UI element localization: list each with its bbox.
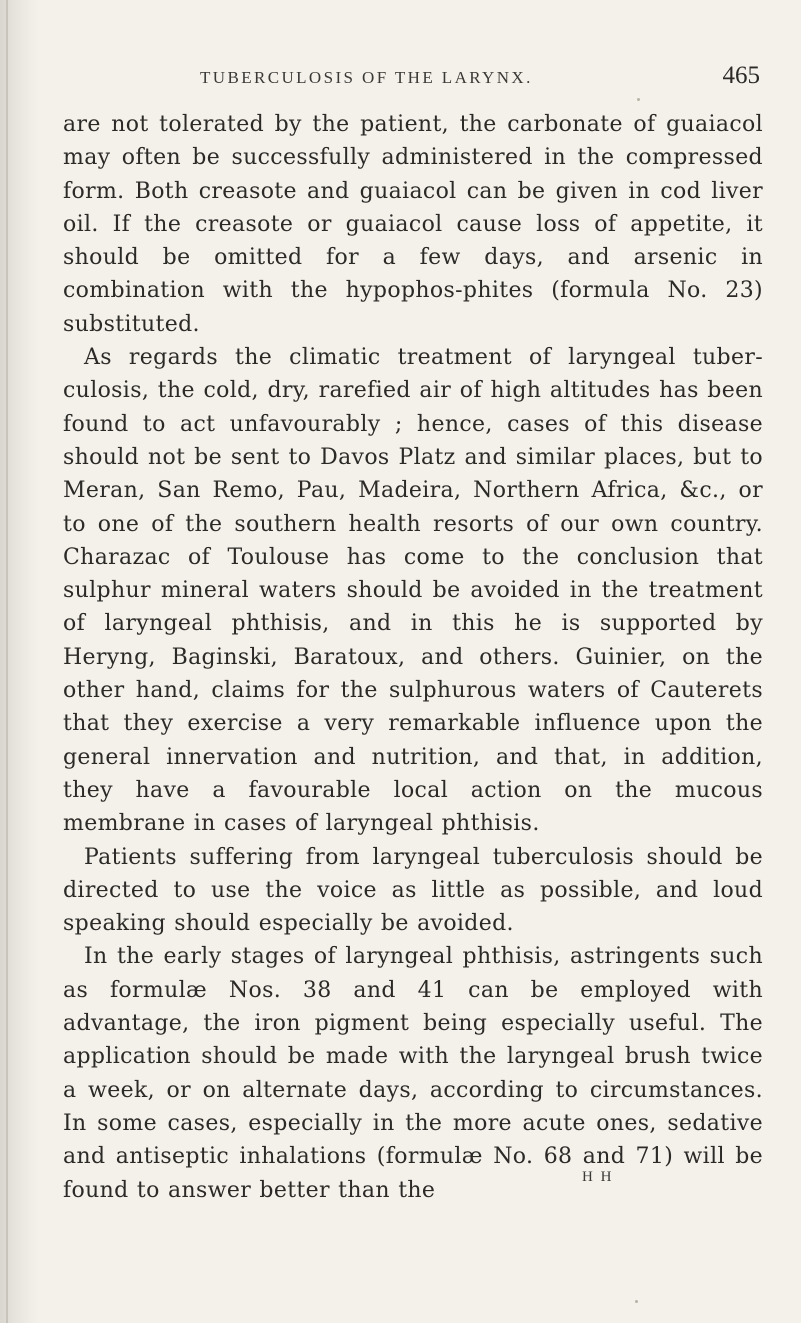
page-header (200, 62, 760, 96)
body-text (63, 108, 763, 1207)
paper-speck (637, 98, 640, 101)
running-head: TUBERCULOSIS OF THE LARYNX. (200, 68, 533, 87)
paper-speck (635, 1300, 638, 1303)
paragraph-3: Patients suffering from laryngeal tuberculosis should be directed to use the voice as little as possible, and loud speaking should especially be avoided. (63, 844, 763, 937)
binding-edge (6, 0, 8, 1323)
page-number: 465 (722, 62, 760, 89)
paragraph-2: As regards the climatic treatment of laryngeal tuber-culosis, the cold, dry, rarefied air of high altitudes has been found to act unfavourably ; hence, cases of this disease should not be sent to Davos Platz and similar places, but to Meran, San Remo, Pau, Madeira, Northern Africa, &c., or to one of the southern health resorts of our own country. Charazac of Toulouse has come to the conclusion that sulphur mineral waters should be avoided in the treatment of laryngeal phthisis, and in this he is supported by Heryng, Baginski, Baratoux, and others. Guinier, on the other hand, claims for the sulphurous waters of Cauterets that they exercise a very remarkable influence upon the general innervation and nutrition, and that, in addition, they have a favourable local action on the mucous membrane in cases of laryngeal phthisis. (63, 345, 763, 837)
paragraph-1: are not tolerated by the patient, the carbonate of guaiacol may often be successfully administered in the compressed form. Both creasote and guaiacol can be given in cod liver oil. If the creasote or guaiacol cause loss of appetite, it should be omitted for a few days, and arsenic in combination with the hypophos-phites (formula No. 23) substituted. (63, 112, 763, 337)
paragraph-4: In the early stages of laryngeal phthisis, astringents such as formulæ Nos. 38 and 41 can be employed with advantage, the iron pigment being especially useful. The application should be made with the laryngeal brush twice a week, or on alternate days, according to circumstances. In some cases, especially in the more acute ones, sedative and antiseptic inhalations (formulæ No. 68 and 71) will be found to answer better than the (63, 944, 763, 1203)
signature-mark: H H (582, 1169, 614, 1185)
